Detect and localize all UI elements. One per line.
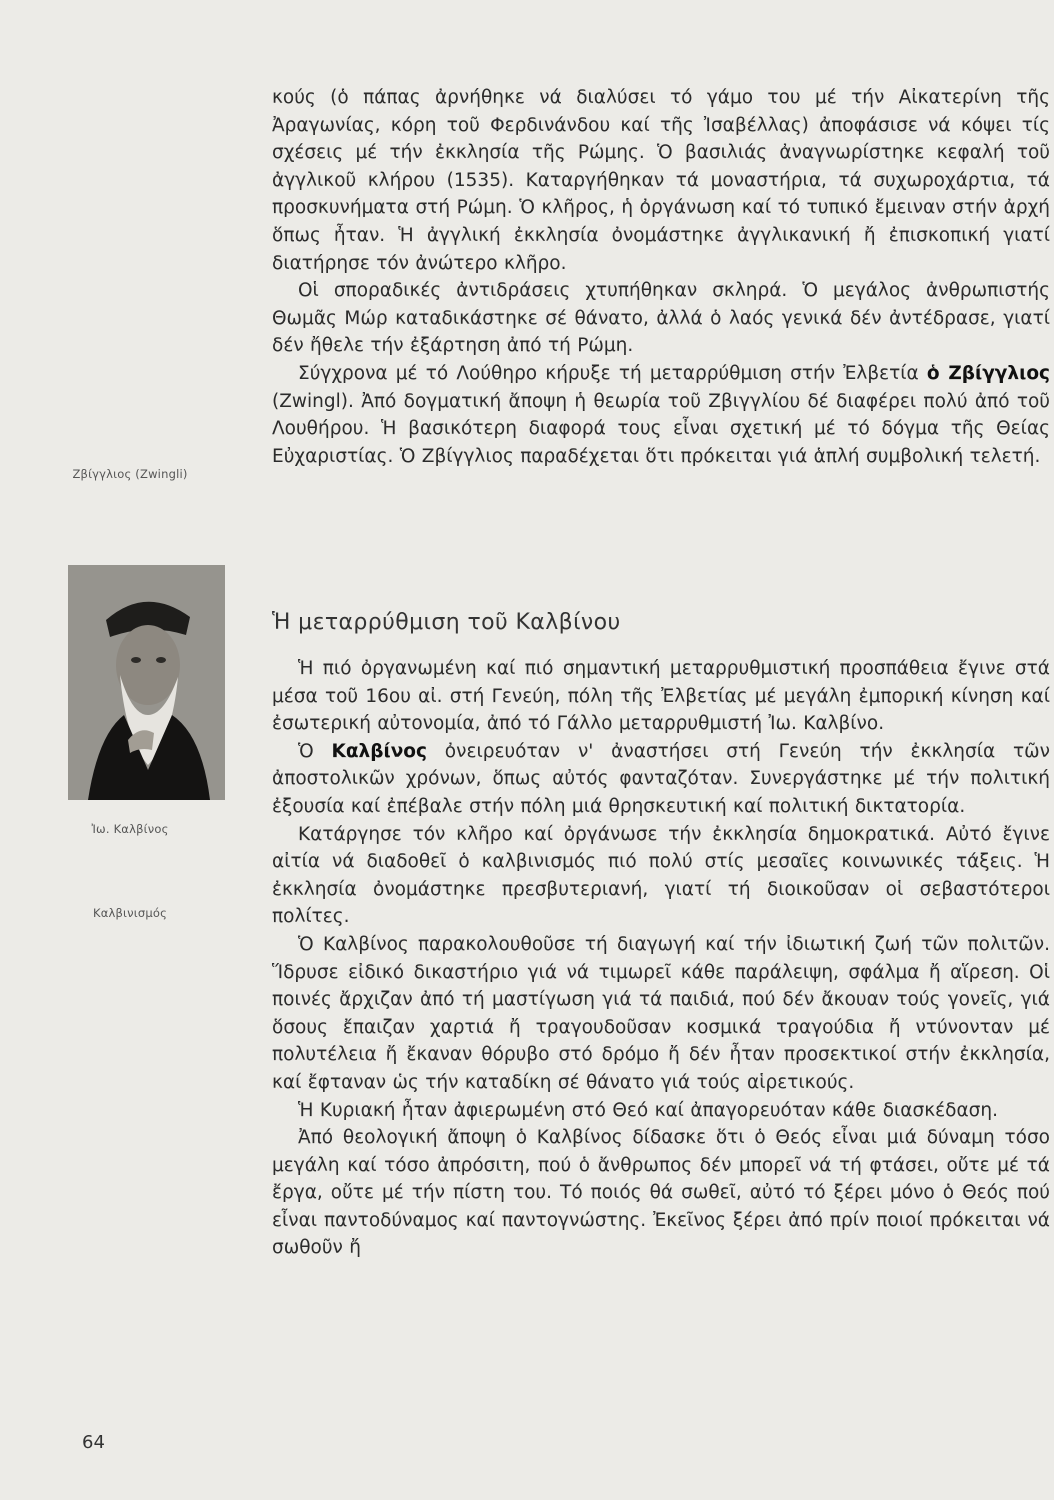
sidenote-zwingli: Ζβίγγλιος (Zwingli) (72, 467, 188, 481)
text-span: (Zwingl). Ἀπό δογματική ἄποψη ἡ θεωρία τοῦ Ζβιγγλίου δέ διαφέρει πολύ ἀπό τοῦ Λουθήρου. Ἡ βασικότερη διαφορά τους εἶναι σχετική μέ τό δόγμα τῆς Θείας Εὐχαριστίας. Ὁ Ζβίγγλιος παραδέχεται ὅτι πρόκειται γιά ἁπλή συμβολική τελετή. (272, 390, 1050, 467)
paragraph (272, 738, 1050, 821)
paragraph (272, 360, 1050, 470)
text-span: Ὁ (298, 740, 332, 762)
calvin-portrait-icon (68, 565, 225, 800)
calvin-portrait (68, 565, 225, 800)
body-text-section-1 (272, 84, 1050, 470)
bold-term: ὁ Ζβίγγλιος (926, 362, 1051, 384)
paragraph: Οἱ σποραδικές ἀντιδράσεις χτυπήθηκαν σκληρά. Ὁ μεγάλος ἀνθρωπιστής Θωμᾶς Μώρ καταδικάστηκε σέ θάνατο, ἀλλά ὁ λαός γενικά δέν ἀντέδρασε, γιατί δέν ἤθελε τήν ἐξάρτηση ἀπό τή Ρώμη. (272, 280, 1050, 357)
bold-term: Καλβίνος (331, 740, 427, 762)
paragraph: Ἀπό θεολογική ἄποψη ὁ Καλβίνος δίδασκε ὅτι ὁ Θεός εἶναι μιά δύναμη τόσο μεγάλη καί τόσο ἀπρόσιτη, πού ὁ ἄνθρωπος δέν μπορεῖ νά τή φτάσει, οὔτε μέ τά ἔργα, οὔτε μέ τήν πίστη του. Τό ποιός θά σωθεῖ, αὐτό τό ξέρει μόνο ὁ Θεός πού εἶναι παντοδύναμος καί παντογνώστης. Ἐκεῖνος ξέρει ἀπό πρίν ποιοί πρόκειται νά σωθοῦν ἤ (272, 1127, 1050, 1259)
portrait-caption: Ἰω. Καλβίνος (91, 822, 169, 836)
text-span: Σύγχρονα μέ τό Λούθηρο κήρυξε τή μεταρρύθμιση στήν Ἐλβετία (298, 362, 927, 384)
paragraph: Ὁ Καλβίνος παρακολουθοῦσε τή διαγωγή καί τήν ἰδιωτική ζωή τῶν πολιτῶν. Ἵδρυσε εἰδικό δικαστήριο γιά νά τιμωρεῖ κάθε παράλειψη, σφάλμα ἤ αἵρεση. Οἱ ποινές ἄρχιζαν ἀπό τή μαστίγωση γιά τά παιδιά, πού δέν ἄκουαν τούς γονεῖς, γιά ὅσους ἔπαιζαν χαρτιά ἤ τραγουδοῦσαν κοσμικά τραγούδια ἤ ντύνονταν μέ πολυτέλεια ἤ ἔκαναν θόρυβο στό δρόμο ἤ δέν ἦταν προσεκτικοί στήν ἐκκλησία, καί ἔφταναν ὡς τήν καταδίκη σέ θάνατο γιά τούς αἱρετικούς. (272, 933, 1050, 1093)
page-number: 64 (82, 1432, 105, 1453)
paragraph: Κατάργησε τόν κλῆρο καί ὀργάνωσε τήν ἐκκλησία δημοκρατικά. Αὐτό ἔγινε αἰτία νά διαδοθεῖ ὁ καλβινισμός πιό πολύ στίς μεσαῖες κοινωνικές τάξεις. Ἡ ἐκκλησία ὀνομάστηκε πρεσβυτεριανή, γιατί τή διοικοῦσαν οἱ σεβαστότεροι πολίτες. (272, 823, 1050, 928)
paragraph: Ἡ πιό ὀργανωμένη καί πιό σημαντική μεταρρυθμιστική προσπάθεια ἔγινε στά μέσα τοῦ 16ου αἰ. στή Γενεύη, πόλη τῆς Ἐλβετίας μέ μεγάλη ἐμπορική κίνηση καί ἐσωτερική αὐτονομία, ἀπό τό Γάλλο μεταρρυθμιστή Ἰω. Καλβίνο. (272, 658, 1050, 735)
sidenote-calvinism: Καλβινισμός (92, 906, 168, 920)
paragraph: κούς (ὁ πάπας ἀρνήθηκε νά διαλύσει τό γάμο του μέ τήν Αἰκατερίνη τῆς Ἀραγωνίας, κόρη τοῦ Φερδινάνδου καί τῆς Ἰσαβέλλας) ἀποφάσισε νά κόψει τίς σχέσεις μέ τήν ἐκκλησία τῆς Ρώμης. Ὁ βασιλιάς ἀναγνωρίστηκε κεφαλή τοῦ ἀγγλικοῦ κλήρου (1535). Καταργήθηκαν τά μοναστήρια, τά συχωροχάρτια, τά προσκυνήματα στή Ρώμη. Ὁ κλῆρος, ἡ ὀργάνωση καί τό τυπικό ἔμειναν στήν ἀρχή ὅπως ἦταν. Ἡ ἀγγλική ἐκκλησία ὀνομάστηκε ἀγγλικανική ἤ ἐπισκοπική γιατί διατήρησε τόν ἀνώτερο κλῆρο. (272, 87, 1050, 274)
text-span: ὀνειρευόταν ν' ἀναστήσει στή Γενεύη τήν ἐκκλησία τῶν ἀποστολικῶν χρόνων, ὅπως αὐτός φανταζόταν. Συνεργάστηκε μέ τήν πολιτική ἐξουσία καί ἐπέβαλε στήν πόλη μιά θρησκευτική καί πολιτική δικτατορία. (272, 740, 1050, 817)
section-heading: Ἡ μεταρρύθμιση τοῦ Καλβίνου (272, 610, 621, 635)
body-text-section-2 (272, 655, 1050, 1262)
paragraph: Ἡ Κυριακή ἦταν ἀφιερωμένη στό Θεό καί ἀπαγορευόταν κάθε διασκέδαση. (298, 1099, 998, 1121)
